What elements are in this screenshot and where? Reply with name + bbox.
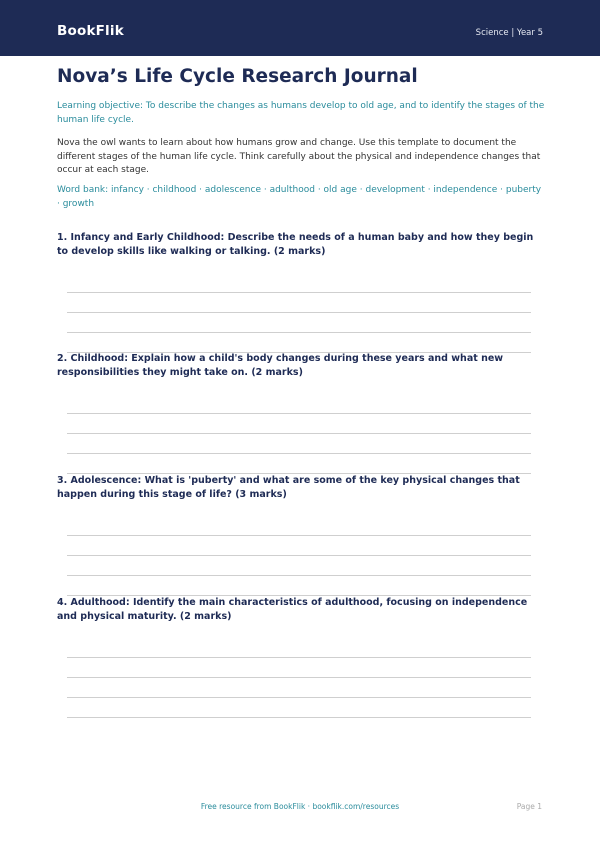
- answer-line-2-2[interactable]: [67, 433, 531, 434]
- answer-line-1-3[interactable]: [67, 332, 531, 333]
- brand-logo: BookFlik: [57, 23, 124, 39]
- intro-text: Nova the owl wants to learn about how humans grow and change. Use this template to document the different stages of the human life cycle. Think carefully about the physical and independence changes that occur at each stage.: [57, 138, 541, 175]
- question-3: 3. Adolescence: What is 'puberty' and what are some of the key physical changes that happen during this stage of life? (3 marks): [57, 475, 520, 500]
- answer-line-1-2[interactable]: [67, 312, 531, 313]
- footer-credit: Free resource from BookFlik · bookflik.com/resources: [200, 802, 400, 811]
- answer-line-2-3[interactable]: [67, 453, 531, 454]
- answer-line-4-1[interactable]: [67, 657, 531, 658]
- answer-line-4-4[interactable]: [67, 717, 531, 718]
- answer-line-2-1[interactable]: [67, 413, 531, 414]
- answer-line-3-3[interactable]: [67, 575, 531, 576]
- learning-objective: Learning objective: To describe the changes as humans develop to old age, and to identify the stages of the human life cycle.: [57, 101, 545, 125]
- answer-line-3-1[interactable]: [67, 535, 531, 536]
- page-number: Page 1: [516, 802, 542, 811]
- question-1: 1. Infancy and Early Childhood: Describe the needs of a human baby and how they begin to develop skills like walking or talking. (2 marks): [57, 232, 534, 257]
- answer-line-3-2[interactable]: [67, 555, 531, 556]
- subject-label: Science | Year 5: [475, 28, 543, 38]
- question-2: 2. Childhood: Explain how a child's body changes during these years and what new responsibilities they might take on. (2 marks): [57, 353, 504, 378]
- answer-line-4-2[interactable]: [67, 677, 531, 678]
- answer-line-1-1[interactable]: [67, 292, 531, 293]
- answer-line-4-3[interactable]: [67, 697, 531, 698]
- question-4: 4. Adulthood: Identify the main characteristics of adulthood, focusing on independence and physical maturity. (2 marks): [57, 597, 528, 622]
- page-header: [0, 0, 600, 56]
- word-bank: Word bank: infancy · childhood · adolescence · adulthood · old age · development · independence · puberty · growth: [57, 185, 542, 209]
- page-title: Nova’s Life Cycle Research Journal: [57, 66, 418, 87]
